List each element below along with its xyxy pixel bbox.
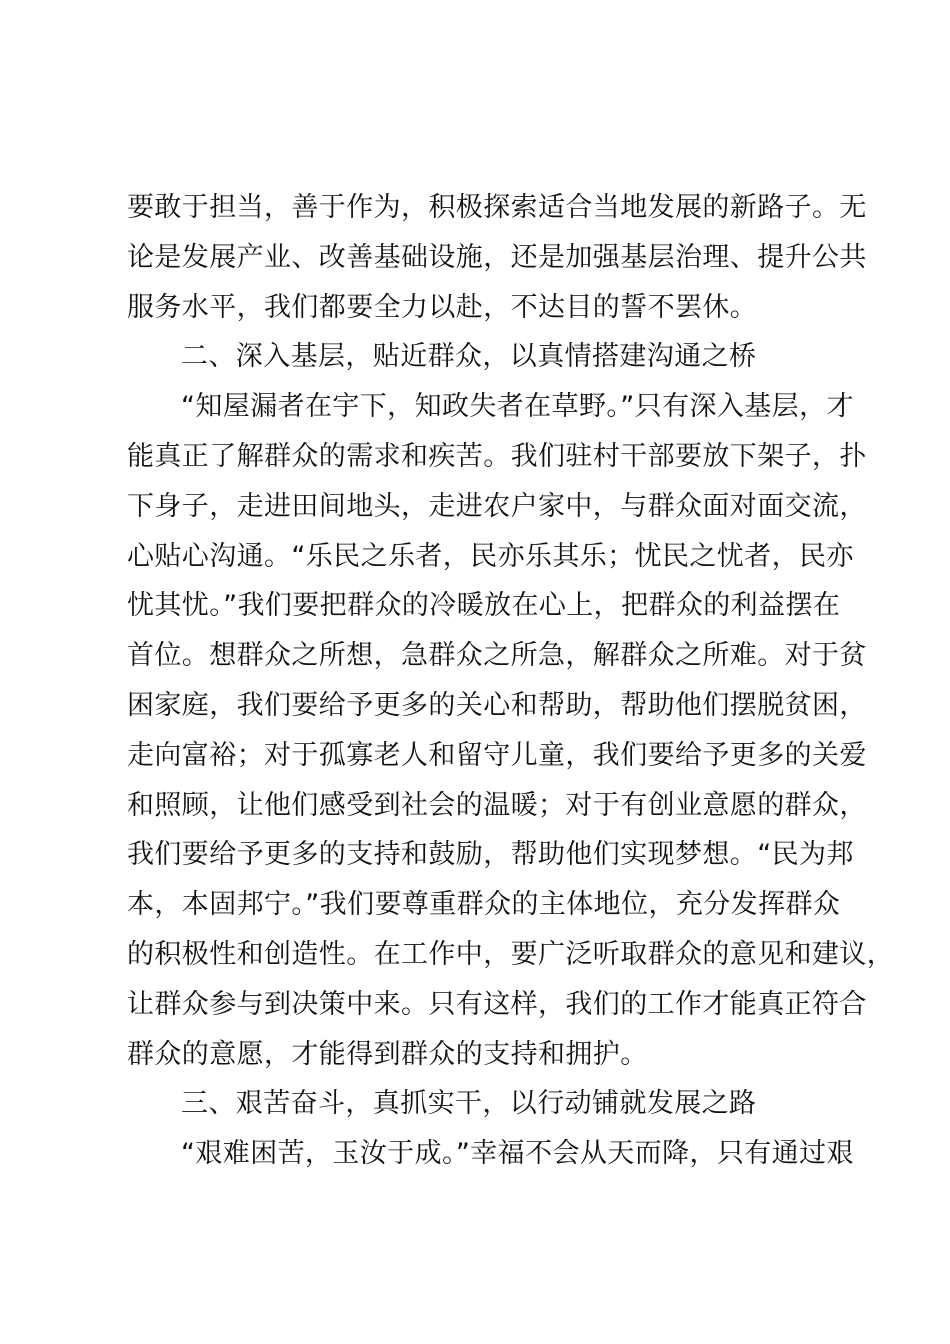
paragraph-line: “知屋漏者在宇下，知政失者在草野。”只有深入基层，才 [181, 391, 854, 423]
section-heading-3: 三、艰苦奋斗，真抓实干，以行动铺就发展之路 [181, 1088, 757, 1120]
paragraph-line: “艰难困苦，玉汝于成。”幸福不会从天而降，只有通过艰 [181, 1138, 854, 1170]
paragraph-line: 能真正了解群众的需求和疾苦。我们驻村干部要放下架子，扑 [127, 440, 867, 472]
paragraph-line: 服务水平，我们都要全力以赴，不达目的誓不罢休。 [127, 291, 758, 323]
paragraph-line: 心贴心沟通。“乐民之乐者，民亦乐其乐；忧民之忧者，民亦 [127, 540, 854, 572]
paragraph-line: 走向富裕；对于孤寡老人和留守儿童，我们要给予更多的关爱 [127, 739, 867, 771]
paragraph-line: 本，本固邦宁。”我们要尊重群众的主体地位，充分发挥群众 [127, 889, 841, 921]
paragraph-line: 论是发展产业、改善基础设施，还是加强基层治理、提升公共 [127, 241, 867, 273]
paragraph-line: 群众的意愿，才能得到群众的支持和拥护。 [127, 1038, 648, 1070]
document-body [127, 183, 895, 1179]
section-heading-2: 二、深入基层，贴近群众，以真情搭建沟通之桥 [181, 341, 757, 373]
paragraph-line: 的积极性和创造性。在工作中，要广泛听取群众的意见和建议， [127, 938, 895, 970]
paragraph-line: 让群众参与到决策中来。只有这样，我们的工作才能真正符合 [127, 988, 867, 1020]
paragraph-line: 下身子，走进田间地头，走进农户家中，与群众面对面交流， [127, 490, 867, 522]
paragraph-line: 首位。想群众之所想，急群众之所急，解群众之所难。对于贫 [127, 640, 867, 672]
paragraph-line: 忧其忧。”我们要把群众的冷暖放在心上，把群众的利益摆在 [127, 590, 841, 622]
paragraph-line: 我们要给予更多的支持和鼓励，帮助他们实现梦想。“民为邦 [127, 839, 854, 871]
paragraph-line: 困家庭，我们要给予更多的关心和帮助，帮助他们摆脱贫困， [127, 689, 867, 721]
paragraph-line: 要敢于担当，善于作为，积极探索适合当地发展的新路子。无 [127, 192, 867, 223]
paragraph-line: 和照顾，让他们感受到社会的温暖；对于有创业意愿的群众， [127, 789, 867, 821]
